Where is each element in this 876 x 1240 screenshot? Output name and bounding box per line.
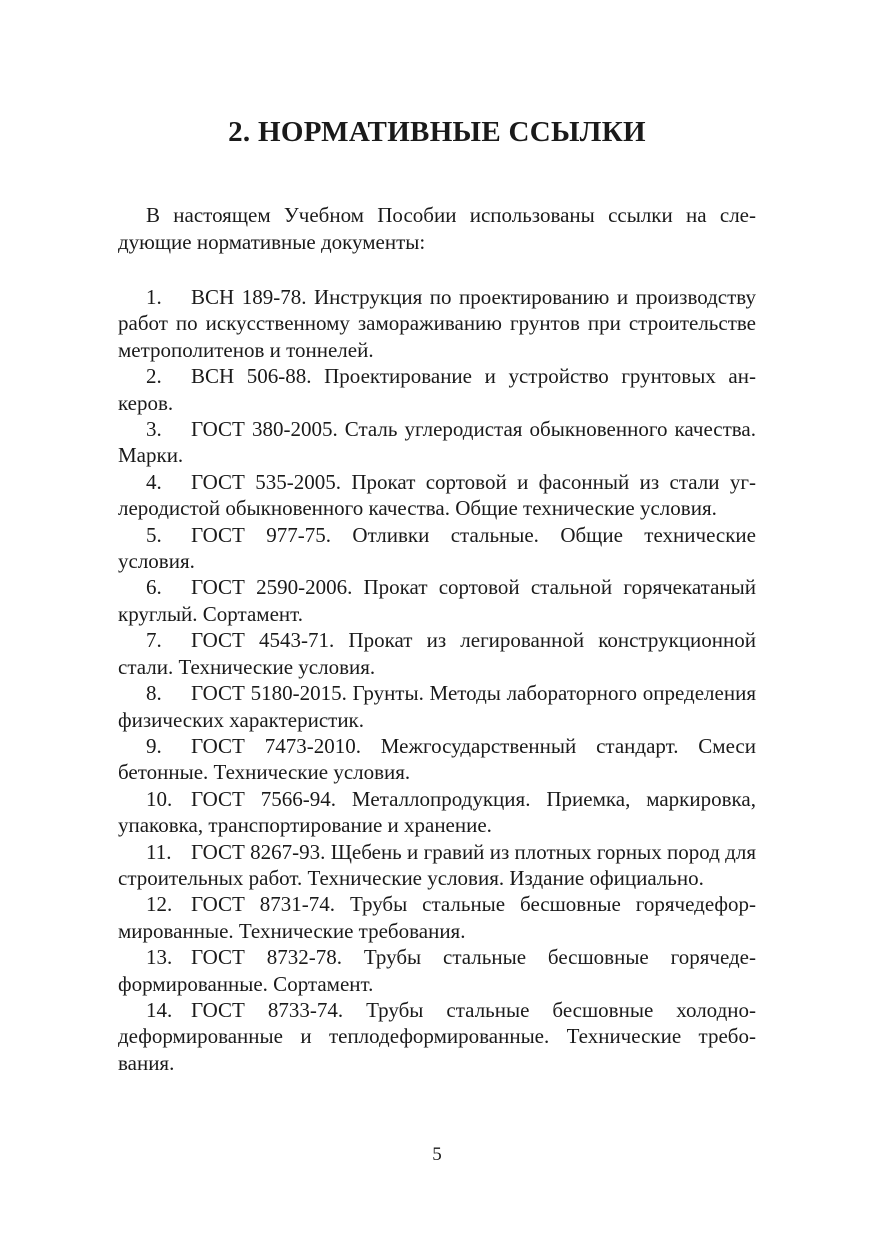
- reference-text: ГОСТ 5180-2015. Грунты. Методы лабораторного определения физических характеристик.: [118, 681, 756, 732]
- reference-item: [118, 839, 756, 892]
- references-list: [118, 284, 756, 1076]
- reference-number: 1.: [146, 285, 162, 309]
- reference-text: ГОСТ 380-2005. Сталь углеродистая обыкновенного качества. Марки.: [118, 417, 756, 468]
- reference-item: [118, 733, 756, 786]
- reference-number: 5.: [146, 522, 162, 547]
- reference-number: 9.: [146, 733, 162, 758]
- reference-item: [118, 284, 756, 363]
- reference-number: 7.: [146, 628, 162, 653]
- reference-text: ВСН 506-88. Проектирование и устройство грунтовых анкеров.: [118, 364, 756, 415]
- reference-number: 4.: [146, 469, 162, 494]
- reference-item: [118, 363, 756, 416]
- reference-number: 14.: [146, 997, 173, 1022]
- reference-text: ГОСТ 8733-74. Трубы стальные бесшовные холоднодеформированные и теплодеформированные. Технические требования.: [118, 997, 756, 1075]
- reference-number: 2.: [146, 364, 162, 389]
- reference-text: ГОСТ 2590-2006. Прокат сортовой стальной горячекатаный круглый. Сортамент.: [118, 575, 756, 626]
- reference-item: [118, 944, 756, 997]
- reference-number: 3.: [146, 417, 162, 442]
- reference-number: 6.: [146, 575, 162, 600]
- reference-text: ГОСТ 4543-71. Прокат из легированной конструкционной стали. Технические условия.: [118, 628, 756, 679]
- reference-text: ГОСТ 8732-78. Трубы стальные бесшовные горячедеформированные. Сортамент.: [118, 945, 756, 996]
- reference-item: [118, 627, 756, 680]
- reference-number: 10.: [146, 786, 173, 811]
- reference-text: ГОСТ 7473-2010. Межгосударственный стандарт. Смеси бетонные. Технические условия.: [118, 733, 756, 785]
- reference-text: ГОСТ 8267-93. Щебень и гравий из плотных горных пород для строительных работ. Технические условия. Издание официально.: [118, 839, 756, 890]
- reference-number: 12.: [146, 892, 173, 917]
- document-page: [118, 0, 756, 1240]
- reference-item: [118, 891, 756, 944]
- reference-item: [118, 469, 756, 522]
- reference-text: ГОСТ 8731-74. Трубы стальные бесшовные горячедеформированные. Технические требования.: [118, 892, 756, 943]
- reference-item: [118, 522, 756, 575]
- reference-text: ГОСТ 535-2005. Прокат сортовой и фасонный из стали углеродистой обыкновенного качества. Общие технические условия.: [118, 469, 756, 521]
- reference-text: ГОСТ 7566-94. Металлопродукция. Приемка, маркировка, упаковка, транспортирование и хранение.: [118, 786, 756, 838]
- reference-number: 8.: [146, 681, 162, 706]
- section-heading: 2. НОРМАТИВНЫЕ ССЫЛКИ: [228, 116, 646, 148]
- reference-item: [118, 680, 756, 733]
- reference-item: [118, 416, 756, 469]
- reference-text: ГОСТ 977-75. Отливки стальные. Общие технические условия.: [118, 522, 756, 574]
- intro-paragraph: В настоящем Учебном Пособии использованы ссылки на следующие нормативные документы:: [118, 203, 756, 254]
- reference-item: [118, 997, 756, 1076]
- reference-item: [118, 786, 756, 839]
- reference-number: 11.: [146, 839, 172, 864]
- page-number: 5: [432, 1144, 442, 1165]
- reference-number: 13.: [146, 945, 173, 970]
- reference-item: [118, 574, 756, 627]
- reference-text: ВСН 189-78. Инструкция по проектированию и производству работ по искусственному замораживанию грунтов при строительстве метрополитенов и тоннелей.: [118, 285, 756, 362]
